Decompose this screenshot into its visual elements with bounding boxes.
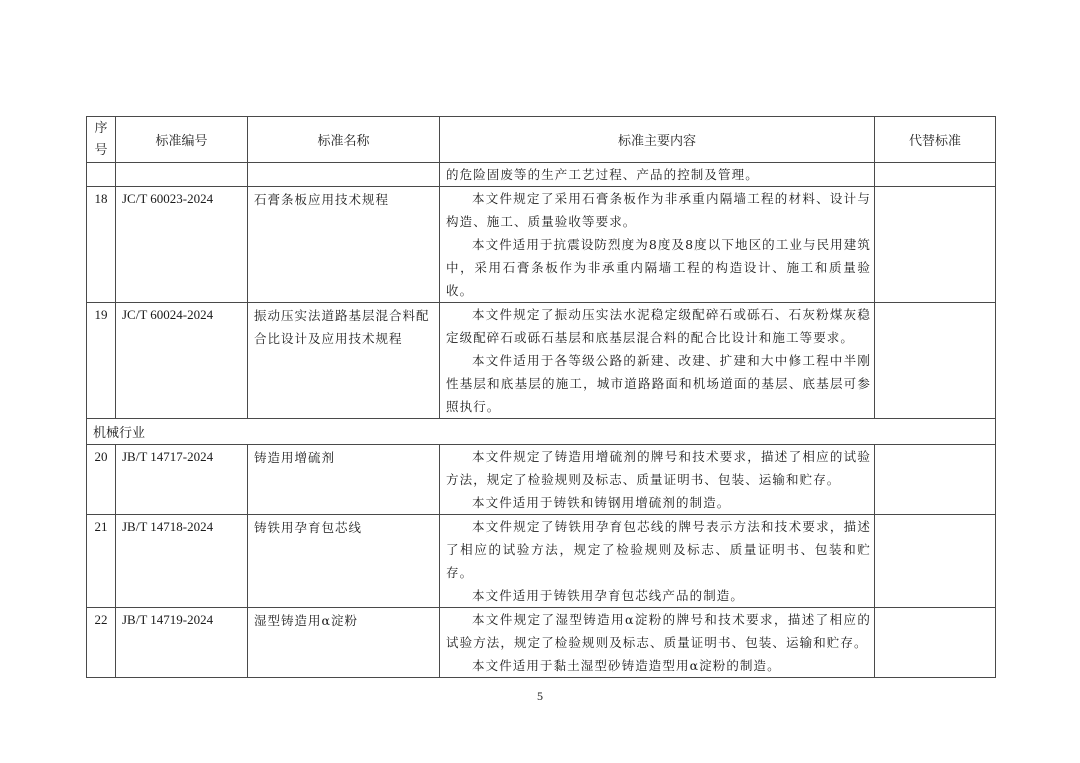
table-row <box>87 303 996 419</box>
row-replace <box>875 163 996 187</box>
section-row <box>87 419 996 445</box>
content-paragraph: 本文件规定了振动压实法水泥稳定级配碎石或砾石、石灰粉煤灰稳定级配碎石或砾石基层和底基层混合料的配合比设计和施工等要求。 <box>446 307 871 345</box>
row-content <box>440 608 875 678</box>
row-content <box>440 515 875 608</box>
header-replace: 代替标准 <box>875 117 996 163</box>
content-paragraph: 本文件规定了铸造用增硫剂的牌号和技术要求，描述了相应的试验方法，规定了检验规则及标志、质量证明书、包装、运输和贮存。 <box>446 449 871 487</box>
row-name <box>248 163 440 187</box>
content-paragraph: 本文件适用于各等级公路的新建、改建、扩建和大中修工程中半刚性基层和底基层的施工，城市道路路面和机场道面的基层、底基层可参照执行。 <box>446 353 871 414</box>
row-code: JB/T 14717-2024 <box>116 445 248 515</box>
row-content <box>440 303 875 419</box>
row-replace <box>875 187 996 303</box>
row-code: JC/T 60024-2024 <box>116 303 248 419</box>
row-num: 20 <box>87 445 116 515</box>
row-replace <box>875 303 996 419</box>
continuation-row <box>87 163 996 187</box>
header-code: 标准编号 <box>116 117 248 163</box>
row-num: 19 <box>87 303 116 419</box>
row-code <box>116 163 248 187</box>
table-row <box>87 187 996 303</box>
row-replace <box>875 515 996 608</box>
row-name: 铸铁用孕育包芯线 <box>248 515 440 608</box>
table-row <box>87 515 996 608</box>
row-num <box>87 163 116 187</box>
table-row <box>87 608 996 678</box>
row-code: JB/T 14719-2024 <box>116 608 248 678</box>
content-paragraph: 本文件适用于抗震设防烈度为8度及8度以下地区的工业与民用建筑中，采用石膏条板作为非承重内隔墙工程的构造设计、施工和质量验收。 <box>446 237 871 298</box>
standards-table <box>86 116 996 678</box>
row-name: 湿型铸造用α淀粉 <box>248 608 440 678</box>
row-name: 振动压实法道路基层混合料配合比设计及应用技术规程 <box>248 303 440 419</box>
continuation-text: 的危险固废等的生产工艺过程、产品的控制及管理。 <box>446 167 759 182</box>
row-content <box>440 163 875 187</box>
header-name: 标准名称 <box>248 117 440 163</box>
row-name: 铸造用增硫剂 <box>248 445 440 515</box>
content-paragraph: 本文件规定了采用石膏条板作为非承重内隔墙工程的材料、设计与构造、施工、质量验收等要求。 <box>446 191 871 229</box>
header-seq-line2: 号 <box>94 142 108 158</box>
page-number: 5 <box>537 689 543 703</box>
row-replace <box>875 445 996 515</box>
row-num: 22 <box>87 608 116 678</box>
table-row <box>87 445 996 515</box>
header-content: 标准主要内容 <box>440 117 875 163</box>
section-title: 机械行业 <box>87 419 996 445</box>
header-seq-line1: 序 <box>94 120 108 136</box>
content-paragraph: 本文件适用于铸铁用孕育包芯线产品的制造。 <box>472 588 745 603</box>
content-paragraph: 本文件适用于黏土湿型砂铸造造型用α淀粉的制造。 <box>472 658 781 673</box>
row-num: 21 <box>87 515 116 608</box>
row-content <box>440 445 875 515</box>
row-code: JC/T 60023-2024 <box>116 187 248 303</box>
content-paragraph: 本文件适用于铸铁和铸钢用增硫剂的制造。 <box>472 495 731 510</box>
row-replace <box>875 608 996 678</box>
content-paragraph: 本文件规定了铸铁用孕育包芯线的牌号表示方法和技术要求，描述了相应的试验方法，规定了检验规则及标志、质量证明书、包装和贮存。 <box>446 519 871 580</box>
row-num: 18 <box>87 187 116 303</box>
row-code: JB/T 14718-2024 <box>116 515 248 608</box>
row-content <box>440 187 875 303</box>
header-row <box>87 117 996 163</box>
header-seq <box>87 117 116 163</box>
row-name: 石膏条板应用技术规程 <box>248 187 440 303</box>
content-paragraph: 本文件规定了湿型铸造用α淀粉的牌号和技术要求，描述了相应的试验方法，规定了检验规则及标志、质量证明书、包装、运输和贮存。 <box>446 612 871 650</box>
